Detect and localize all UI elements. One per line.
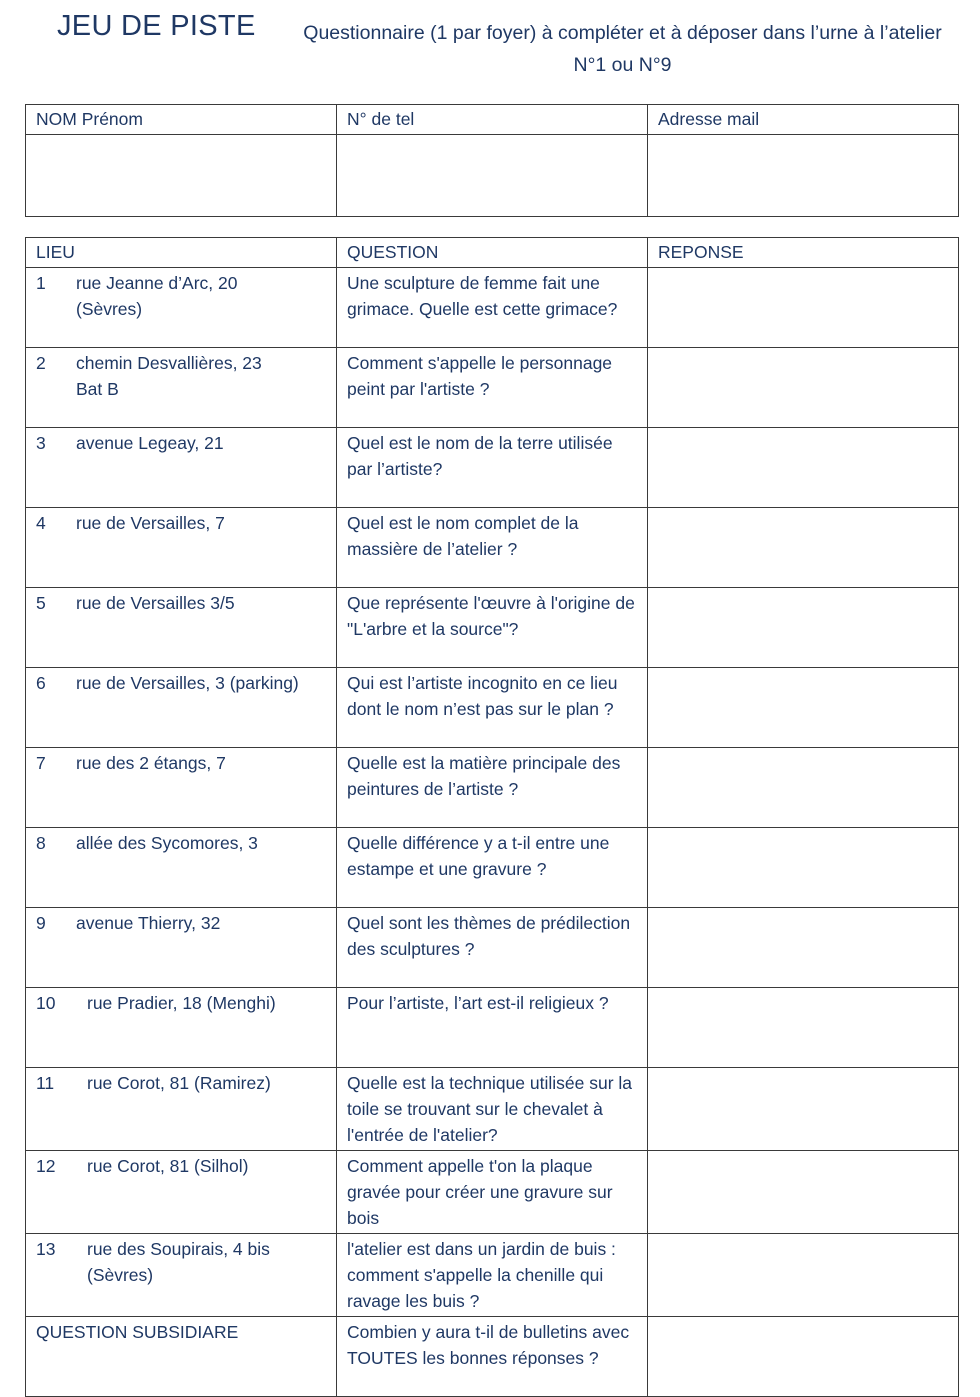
- question-cell: Que représente l'œuvre à l'origine de "L'arbre et la source"?: [337, 588, 648, 668]
- subsidiary-label: QUESTION SUBSIDIARE: [26, 1317, 337, 1397]
- place-cell: [26, 828, 337, 908]
- place-address: rue de Versailles, 3 (parking): [76, 673, 299, 693]
- place-cell: [26, 1234, 337, 1317]
- quiz-header-question: QUESTION: [337, 238, 648, 268]
- place-cell: [26, 348, 337, 428]
- place-cell: [26, 1151, 337, 1234]
- question-cell: Pour l’artiste, l’art est-il religieux ?: [337, 988, 648, 1068]
- place-address: rue Corot, 81 (Silhol): [87, 1156, 249, 1176]
- quiz-table: [25, 237, 959, 1397]
- place-cell: [26, 908, 337, 988]
- question-cell: Quel est le nom complet de la massière de l’atelier ?: [337, 508, 648, 588]
- place-number: 7: [36, 753, 46, 773]
- question-cell: Une sculpture de femme fait une grimace. Quelle est cette grimace?: [337, 268, 648, 348]
- answer-field[interactable]: [648, 1151, 959, 1234]
- place-number: 1: [36, 273, 46, 293]
- answer-field[interactable]: [648, 348, 959, 428]
- answer-field[interactable]: [648, 1068, 959, 1151]
- contact-header-phone: N° de tel: [337, 105, 648, 135]
- subsidiary-question: Combien y aura t-il de bulletins avec TOUTES les bonnes réponses ?: [337, 1317, 648, 1397]
- place-cell: [26, 988, 337, 1068]
- question-cell: Quelle est la technique utilisée sur la toile se trouvant sur le chevalet à l'entrée de l'atelier?: [337, 1068, 648, 1151]
- contact-header-email: Adresse mail: [648, 105, 959, 135]
- quiz-header-place: LIEU: [26, 238, 337, 268]
- place-address: chemin Desvallières, 23 Bat B: [76, 353, 262, 399]
- table-row: [26, 428, 959, 508]
- question-cell: Quelle est la matière principale des peintures de l’artiste ?: [337, 748, 648, 828]
- table-row: [26, 748, 959, 828]
- place-address: allée des Sycomores, 3: [76, 833, 258, 853]
- place-number: 3: [36, 433, 46, 453]
- subsidiary-answer-field[interactable]: [648, 1317, 959, 1397]
- table-row: [26, 348, 959, 428]
- place-number: 13: [36, 1239, 56, 1259]
- table-row: [26, 1068, 959, 1151]
- table-row: [26, 508, 959, 588]
- table-row: [26, 988, 959, 1068]
- place-number: 8: [36, 833, 46, 853]
- table-row: [26, 268, 959, 348]
- place-address: rue des 2 étangs, 7: [76, 753, 226, 773]
- place-cell: [26, 508, 337, 588]
- answer-field[interactable]: [648, 508, 959, 588]
- answer-field[interactable]: [648, 588, 959, 668]
- place-cell: [26, 268, 337, 348]
- question-cell: Qui est l’artiste incognito en ce lieu dont le nom n’est pas sur le plan ?: [337, 668, 648, 748]
- name-field[interactable]: [26, 135, 337, 217]
- place-number: 12: [36, 1156, 56, 1176]
- place-address: rue Corot, 81 (Ramirez): [87, 1073, 271, 1093]
- place-cell: [26, 428, 337, 508]
- question-cell: Quelle différence y a t-il entre une estampe et une gravure ?: [337, 828, 648, 908]
- place-cell: [26, 668, 337, 748]
- table-row: [26, 828, 959, 908]
- place-number: 9: [36, 913, 46, 933]
- page-subtitle: Questionnaire (1 par foyer) à compléter et à déposer dans l’urne à l’atelier N°1 ou N°9: [303, 22, 942, 76]
- subsidiary-row: [26, 1317, 959, 1397]
- answer-field[interactable]: [648, 988, 959, 1068]
- answer-field[interactable]: [648, 908, 959, 988]
- answer-field[interactable]: [648, 748, 959, 828]
- place-number: 5: [36, 593, 46, 613]
- place-address: avenue Legeay, 21: [76, 433, 224, 453]
- place-address: rue de Versailles, 7: [76, 513, 225, 533]
- answer-field[interactable]: [648, 668, 959, 748]
- question-cell: Comment s'appelle le personnage peint par l'artiste ?: [337, 348, 648, 428]
- place-address: rue Pradier, 18 (Menghi): [87, 993, 276, 1013]
- place-number: 4: [36, 513, 46, 533]
- phone-field[interactable]: [337, 135, 648, 217]
- answer-field[interactable]: [648, 828, 959, 908]
- answer-field[interactable]: [648, 428, 959, 508]
- question-cell: l'atelier est dans un jardin de buis : comment s'appelle la chenille qui ravage les buis ?: [337, 1234, 648, 1317]
- contact-table: [25, 104, 959, 217]
- place-number: 10: [36, 993, 56, 1013]
- place-address: rue des Soupirais, 4 bis (Sèvres): [87, 1239, 270, 1285]
- quiz-header-answer: REPONSE: [648, 238, 959, 268]
- table-row: [26, 1151, 959, 1234]
- email-field[interactable]: [648, 135, 959, 217]
- table-row: [26, 908, 959, 988]
- answer-field[interactable]: [648, 268, 959, 348]
- question-cell: Comment appelle t'on la plaque gravée pour créer une gravure sur bois: [337, 1151, 648, 1234]
- question-cell: Quel est le nom de la terre utilisée par l’artiste?: [337, 428, 648, 508]
- place-cell: [26, 1068, 337, 1151]
- quiz-header-row: [26, 238, 959, 268]
- table-row: [26, 668, 959, 748]
- place-cell: [26, 588, 337, 668]
- place-address: rue de Versailles 3/5: [76, 593, 235, 613]
- place-cell: [26, 748, 337, 828]
- place-number: 2: [36, 353, 46, 373]
- table-row: [26, 588, 959, 668]
- question-cell: Quel sont les thèmes de prédilection des sculptures ?: [337, 908, 648, 988]
- place-number: 6: [36, 673, 46, 693]
- contact-header-name: NOM Prénom: [26, 105, 337, 135]
- place-number: 11: [36, 1073, 55, 1093]
- contact-entry-row: [26, 135, 959, 217]
- contact-header-row: [26, 105, 959, 135]
- place-address: rue Jeanne d’Arc, 20 (Sèvres): [76, 273, 238, 319]
- place-address: avenue Thierry, 32: [76, 913, 221, 933]
- page-title: JEU DE PISTE: [57, 10, 256, 42]
- table-row: [26, 1234, 959, 1317]
- answer-field[interactable]: [648, 1234, 959, 1317]
